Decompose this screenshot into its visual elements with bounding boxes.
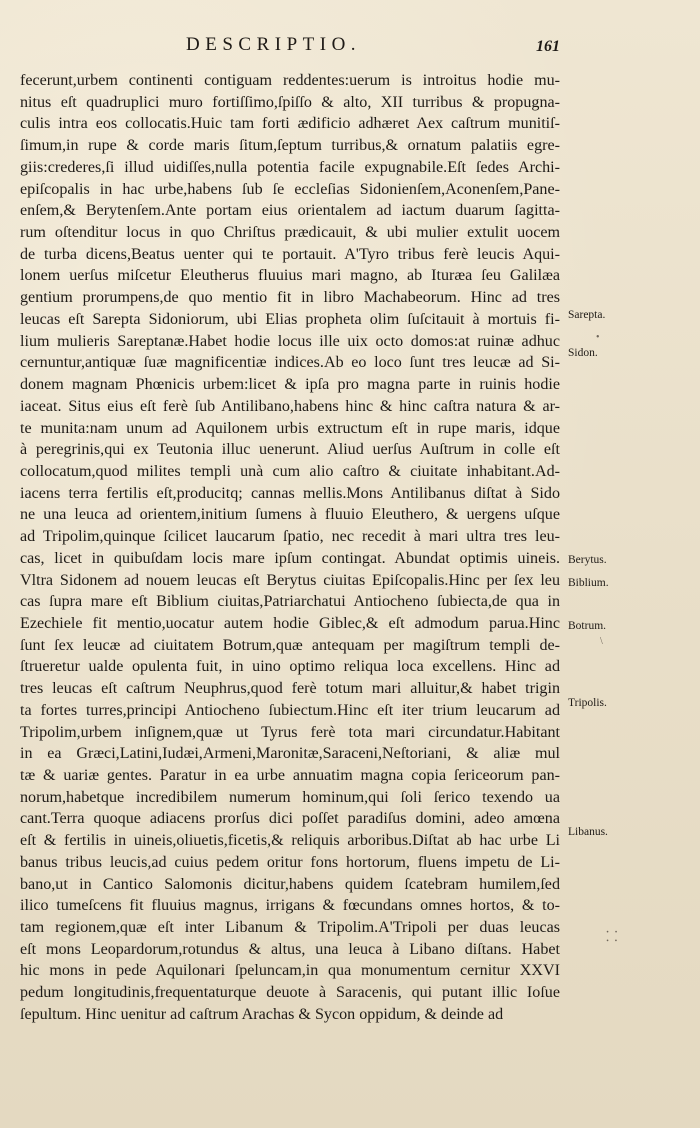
margin-note-biblium: Biblium. [568, 577, 609, 589]
margin-dot-mark: • [596, 332, 600, 343]
text-line: ſunt ſex leucæ ad ciuitatem Botrum,quæ antequam per magiſtrum templi de- [20, 636, 560, 654]
text-line: lium mulieris Sareptanæ.Habet hodie locus ille uix octo domos:at ruinæ adhuc [20, 332, 560, 350]
text-line: de turba dicens,Beatus uenter qui te portauit. A'Tyro tribus ferè leucis Aqui- [20, 245, 560, 263]
text-line: tam regionem,quæ eſt inter Libanum & Tripolim.A'Tripoli per duas leucas [20, 919, 560, 937]
text-line: ilico tumeſcens fit fluuius magnus, irrigans & fœcundans omnes hortos, & to- [20, 897, 560, 915]
text-line: cant.Terra quoque adiacens prorſus dici poſſet paradiſus domini, adeo amœna [20, 810, 560, 828]
text-line: banus tribus leucis,ad cuius pedem oritur fons hortorum, fluens impetu de Li- [20, 853, 560, 871]
text-line: lonem uerſus miſcetur Eleutherus fluuius mari magno, ab Ituræa ſeu Galilæa [20, 267, 560, 285]
margin-note-sidon: Sidon. [568, 347, 598, 359]
running-head: DESCRIPTIO. [186, 34, 362, 55]
text-line: hic mons in pede Aquilonari ſpeluncam,in qua monumentum cernitur XXVI [20, 962, 560, 980]
text-line: Tripolim,urbem inſignem,quæ ut Tyrus ferè tota mari circundatur.Habitant [20, 723, 560, 741]
margin-note-tripolis: Tripolis. [568, 697, 607, 709]
text-line: eſt mons Leopardorum,rotundus & altus, una leuca à Libano diſtans. Habet [20, 940, 560, 958]
text-line: nitus eſt quadruplici muro fortiſſimo,ſpiſſo & alto, XII turribus & propugna- [20, 93, 560, 111]
margin-note-sarepta: Sarepta. [568, 309, 606, 321]
margin-tick-mark: \ [600, 636, 603, 647]
margin-pencil-mark: ⸬ [606, 930, 618, 945]
text-line: in ea Græci,Latini,Iudæi,Armeni,Maronitæ,Saraceni,Neſtoriani, & aliæ mul [20, 745, 560, 763]
text-line: tres leucas eſt caſtrum Neuphrus,quod ferè totum mari alluitur,& habet trigin [20, 680, 560, 698]
text-line: à peregrinis,qui ex Teutonia illuc uenerunt. Aliud uerſus Auſtrum in colle eſt [20, 441, 560, 459]
text-line: culis intra eos collocatis.Huic tam forti ædificio adhæret Aex caſtrum munitiſ- [20, 115, 560, 133]
margin-note-libanus: Libanus. [568, 826, 608, 838]
text-line: giis:crederes,ſi illud uidiſſes,nulla potentia facile expugnabile.Eſt ſedes Archi- [20, 158, 560, 176]
text-line: tæ & uariæ gentes. Paratur in ea urbe annuatim magna copia ſericeorum pan- [20, 767, 560, 784]
text-line: Vltra Sidonem ad nouem leucas eſt Berytus ciuitas Epiſcopalis.Hinc per ſex leu [20, 571, 560, 589]
text-line: ne una leuca ad orientem,initium ſumens à fluuio Eleuthero, & uergens uſque [20, 506, 560, 524]
main-text-block [20, 70, 560, 1026]
text-line: iacens terra fertilis eſt,producitq; cannas mellis.Mons Antilibanus diſtat à Sido [20, 484, 560, 502]
text-line: ſimum,in rupe & corde maris ſitum,ſeptum turribus,& ornatum palatiis egre- [20, 137, 560, 155]
margin-note-berytus: Berytus. [568, 554, 607, 566]
text-line: leucas eſt Sarepta Sidoniorum, ubi Elias propheta olim ſuſcitauit à mortuis fi- [20, 310, 560, 328]
margin-note-botrum: Botrum. [568, 620, 607, 632]
text-line: gentium prorumpens,de quo mentio fit in libro Machabeorum. Hinc ad tres [20, 289, 560, 307]
text-line: fecerunt,urbem continenti contiguam reddentes:uerum is introitus hodie mu- [20, 72, 560, 89]
text-line: enſem,& Berytenſem.Ante portam eius orientalem ad iactum duarum ſagitta- [20, 202, 560, 220]
text-line: ta fortes turres,principi Antiocheno ſubiectum.Hinc eſt iter trium leucarum ad [20, 701, 560, 719]
text-line: ſtrueretur ualde opulenta fuit, in uino optimo reliqua loca excellens. Hinc ad [20, 658, 560, 676]
text-line: cas ſupra mare eſt Biblium ciuitas,Patriarchatui Antiocheno ſubiecta,de qua in [20, 593, 560, 611]
text-line: eſt & fertilis in uineis,oliuetis,ficetis,& reliquis arboribus.Diſtat ab hac urbe Li [20, 832, 560, 850]
text-line: rum oſtenditur locus in quo Chriſtus prædicauit, & ubi mulier extulit uocem [20, 224, 560, 242]
text-line: epiſcopalis in hac urbe,habens ſub ſe eccleſias Sidonienſem,Aconenſem,Pane- [20, 180, 560, 198]
text-line: norum,habetque incredibilem numerum hominum,qui ſoli ſerico texendo ua [20, 788, 560, 806]
text-line: te munita:nam unum ad Aquilonem urbis extructum eſt in rupe maris, idque [20, 419, 560, 437]
text-line: iaceat. Situs eius eſt ferè ſub Antilibano,habens hinc & hinc caſtra natura & ar- [20, 397, 560, 415]
text-line: bano,ut in Cantico Salomonis dicitur,habens quidem ſcatebram humilem,ſed [20, 875, 560, 893]
text-line: cas, licet in quibuſdam locis mare ipſum contingat. Abundat optimis uineis. [20, 549, 560, 567]
folio-number: 161 [536, 38, 560, 55]
text-line: donem magnam Phœnicis urbem:licet & ipſa pro magna parte in ruinis hodie [20, 376, 560, 394]
text-line: cernuntur,antiquæ ſuæ magnificentiæ indices.Ab eo loco ſunt tres leucæ ad Si- [20, 354, 560, 372]
text-line: Ezechiele fit mentio,uocatur autem hodie Giblec,& eſt admodum parua.Hinc [20, 614, 560, 632]
text-line: pedum longitudinis,frequentaturque deuote à Saracenis, qui putant illic Ioſue [20, 984, 560, 1002]
text-line: ad Tripolim,quinque ſcilicet laucarum ſpatio, nec recedit à mari ultra tres leu- [20, 528, 560, 546]
text-line: ſepultum. Hinc uenitur ad caſtrum Arachas & Sycon oppidum, & deinde ad [20, 1005, 504, 1023]
text-line: collocatum,quod milites templi unà cum alio caſtro & ciuitate inhabitant.Ad- [20, 462, 560, 480]
